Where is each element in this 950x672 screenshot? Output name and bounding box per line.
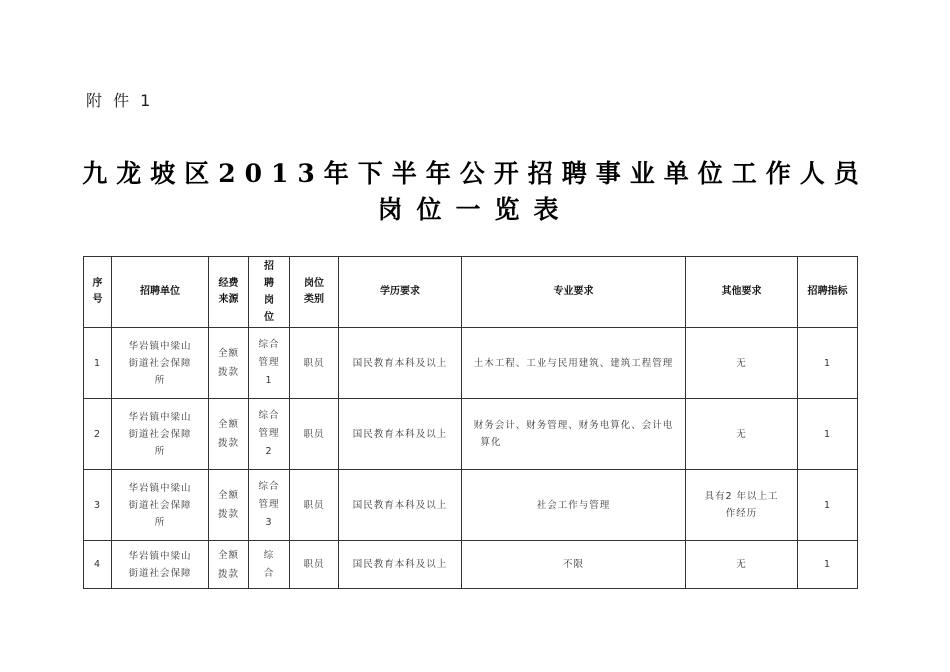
cell-seq: 1 xyxy=(84,328,112,399)
table-row xyxy=(84,541,858,589)
cell-category: 职员 xyxy=(290,470,339,541)
header-other: 其他要求 xyxy=(686,257,798,328)
cell-funding: 全额拨款 xyxy=(209,399,249,470)
cell-quota: 1 xyxy=(798,399,858,470)
table-row xyxy=(84,328,858,399)
cell-other: 具有2 年以上工作经历 xyxy=(686,470,798,541)
header-quota: 招聘指标 xyxy=(798,257,858,328)
cell-post: 综合 xyxy=(249,541,290,589)
cell-quota: 1 xyxy=(798,328,858,399)
cell-funding: 全额拨款 xyxy=(209,541,249,589)
recruitment-table xyxy=(83,256,858,589)
header-row xyxy=(84,257,858,328)
cell-major xyxy=(462,399,686,470)
cell-unit: 华岩镇中梁山街道社会保障所 xyxy=(112,399,209,470)
cell-post: 综合管理2 xyxy=(249,399,290,470)
cell-education: 国民教育本科及以上 xyxy=(339,328,462,399)
major-line-1: 财务会计、财务管理、财务电算化、会计电 xyxy=(473,420,674,431)
cell-education: 国民教育本科及以上 xyxy=(339,470,462,541)
cell-funding: 全额拨款 xyxy=(209,470,249,541)
cell-category: 职员 xyxy=(290,328,339,399)
cell-post: 综合管理3 xyxy=(249,470,290,541)
header-education: 学历要求 xyxy=(339,257,462,328)
cell-quota: 1 xyxy=(798,541,858,589)
header-funding: 经费来源 xyxy=(209,257,249,328)
header-post: 招聘岗位 xyxy=(249,257,290,328)
header-seq: 序号 xyxy=(84,257,112,328)
cell-major: 社会工作与管理 xyxy=(462,470,686,541)
cell-funding: 全额拨款 xyxy=(209,328,249,399)
cell-unit: 华岩镇中梁山街道社会保障 xyxy=(112,541,209,589)
table-row xyxy=(84,470,858,541)
major-line-2: 算化 xyxy=(480,437,502,448)
cell-seq: 3 xyxy=(84,470,112,541)
cell-other: 无 xyxy=(686,399,798,470)
attachment-label: 附 件 1 xyxy=(86,91,154,110)
cell-unit: 华岩镇中梁山街道社会保障所 xyxy=(112,328,209,399)
document-title-line-2: 岗位一览表 xyxy=(377,195,573,224)
cell-major: 土木工程、工业与民用建筑、建筑工程管理 xyxy=(462,328,686,399)
cell-other: 无 xyxy=(686,541,798,589)
header-unit: 招聘单位 xyxy=(112,257,209,328)
cell-post: 综合管理1 xyxy=(249,328,290,399)
cell-unit: 华岩镇中梁山街道社会保障所 xyxy=(112,470,209,541)
header-category: 岗位类别 xyxy=(290,257,339,328)
cell-major: 不限 xyxy=(462,541,686,589)
document-title-line-1: 九龙坡区2013年下半年公开招聘事业单位工作人员 xyxy=(82,159,868,188)
cell-category: 职员 xyxy=(290,399,339,470)
header-major: 专业要求 xyxy=(462,257,686,328)
cell-seq: 4 xyxy=(84,541,112,589)
cell-seq: 2 xyxy=(84,399,112,470)
cell-other: 无 xyxy=(686,328,798,399)
cell-quota: 1 xyxy=(798,470,858,541)
cell-education: 国民教育本科及以上 xyxy=(339,399,462,470)
cell-category: 职员 xyxy=(290,541,339,589)
table-row xyxy=(84,399,858,470)
cell-education: 国民教育本科及以上 xyxy=(339,541,462,589)
